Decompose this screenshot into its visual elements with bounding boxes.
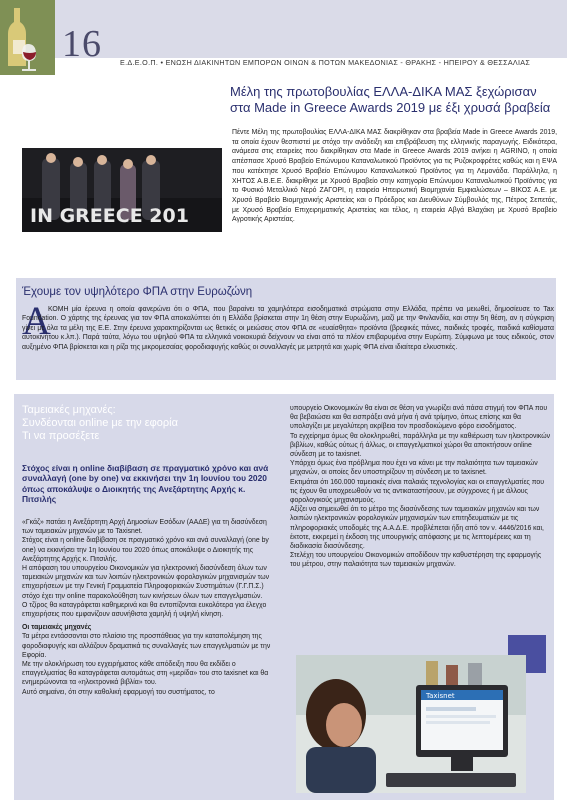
headline-line-2: Συνδέονται online με την εφορία	[22, 417, 178, 429]
page-number: 16	[62, 23, 102, 65]
article1-title: Μέλη της πρωτοβουλίας ΕΛΛΑ-ΔΙΚΑ ΜΑΣ ξεχώρισαν στα Made in Greece Awards 2019 με έξι χρυσά βραβεία	[230, 84, 551, 115]
paragraph: Στόχος είναι η online διαβίβαση σε πραγματικό χρόνο και ανά συναλλαγή (one by one) να εκκινήσει την 1η Ιουνίου του 2020 όπως αποκάλυψε ο Διοικητής της Ανεξάρτητης Αρχής κ. Πιτσιλής.	[22, 537, 269, 563]
paragraph: Στελέχη του υπουργείου Οικονομικών αποδίδουν την καθυστέρηση της εφαρμογής του μέτρου, στην παλαιότητα των ταμειακών μηχανών.	[290, 552, 542, 569]
paragraph: Αυτό σημαίνει, ότι στην καθολική εφαρμογή του συστήματος, το	[22, 688, 215, 696]
paragraph: Αξίζει να σημειωθεί ότι το μέτρο της διασύνδεσης των ταμειακών μηχανών και των λοιπών ηλεκτρονικών φορολογικών μηχανισμών των επιτηδευματιών με τις πληροφοριακές υποδομές της Α.Α.Δ.Ε. προβλέπεται ήδη από τον ν. 4446/2016 και, έκτοτε, εκκρεμεί η έκδοση της υπουργικής απόφασης με τις λεπτομέρειες και τη διαδικασία διασύνδεσης.	[290, 506, 544, 551]
paragraph: Με την ολοκλήρωση του εγχειρήματος κάθε απόδειξη που θα εκδίδει ο επαγγελματίας θα καταγράφεται αυτομάτως στη «μερίδα» του στο taxisnet και θα ενημερώνονται τα «ηλεκτρονικά βιβλία» του.	[22, 661, 269, 687]
dropcap: Α	[22, 298, 51, 343]
article2-title: Έχουμε τον υψηλότερο ΦΠΑ στην Ευρωζώνη	[22, 286, 253, 298]
subheading: Οι ταμειακές μηχανές	[22, 624, 92, 632]
paragraph: Η απόφαση του υπουργείου Οικονομικών για ηλεκτρονική διασύνδεση όλων των ταμειακών μηχανών και των λοιπών ηλεκτρονικών φορολογικών μηχανισμών των επιχειρήσεων με την Γενική Γραμματεία Πληροφοριακών Συστημάτων (Γ.Γ.Π.Σ.) στόχο έχει την online παρακολούθηση των κινήσεων όλων των επαγγελματιών.	[22, 565, 270, 600]
paragraph: υπουργείο Οικονομικών θα είναι σε θέση να γνωρίζει ανά πάσα στιγμή τον ΦΠΑ που θα βεβαιώσει και θα εισπράξει ανά μήνα ή ανά τρίμηνο, όπως επίσης και θα υπολογίζει με μεγαλύτερη ακρίβεια τον προσδοκώμενο φόρο εισοδήματος.	[290, 405, 548, 431]
organization-line: Ε.Δ.Ε.Ο.Π. • ΕΝΩΣΗ ΔΙΑΚΙΝΗΤΩΝ ΕΜΠΟΡΩΝ ΟΙΝΩΝ & ΠΟΤΩΝ ΜΑΚΕΔΟΝΙΑΣ - ΘΡΑΚΗΣ - ΗΠΕΙΡΟΥ & ΘΕΣΣΑΛΙΑΣ	[120, 58, 531, 67]
awards-ceremony-photo	[22, 148, 222, 232]
article3-left-column	[22, 518, 280, 697]
screen-brand: Taxisnet	[426, 692, 455, 700]
paragraph: Εκτιμάται ότι 160.000 ταμειακές είναι παλαιάς τεχνολογίας και οι επαγγελματίες που τις έχουν θα υποχρεωθούν να τις αντικαταστήσουν, με σύγχρονες ή με άλλους φορολογικούς μηχανισμούς.	[290, 478, 545, 505]
article3-right-column	[290, 404, 552, 570]
wine-bottle-glass-logo	[0, 0, 55, 75]
paragraph: «Γκάζ» πατάει η Ανεξάρτητη Αρχή Δημοσίων Εσόδων (ΑΑΔΕ) για τη διασύνδεση των ταμειακών μηχανών με το Taxisnet.	[22, 519, 267, 536]
paragraph: Ο τζίρος θα καταγράφεται καθημερινά και θα εντοπίζονται ευκολότερα για έλεγχο επιχειρήσεις που εμφανίζουν ασυνήθιστα χαμηλή ή υψηλή κίνηση.	[22, 601, 267, 619]
backdrop-text: IN GREECE 201	[30, 205, 189, 227]
headline-line-1: Ταμειακές μηχανές:	[22, 404, 116, 416]
headline-line-3: Τι να προσέξετε	[22, 430, 100, 442]
article3-lead: Στόχος είναι η online διαβίβαση σε πραγματικό χρόνο και ανά συναλλαγή (one by one) να εκκινήσει την 1η Ιουνίου του 2020 όπως αποκάλυψε ο Διοικητής της Ανεξάρτητης Αρχής κ. Πιτσιλής	[22, 463, 269, 505]
page-header	[0, 0, 567, 75]
paragraph: Υπάρχει όμως ένα πρόβλημα που έχει να κάνει με την παλαιότητα των ταμειακών μηχανών, οι οποίες δεν υποστηρίζουν τη σύνδεση με το taxisnet.	[290, 460, 538, 477]
paragraph: Το εγχείρημα όμως θα ολοκληρωθεί, παράλληλα με την καθιέρωση των ηλεκτρονικών βιβλίων, καθώς ούτως ή άλλως, οι επαγγελματικοί χώροι θα αποκτήσουν online σύνδεση με το taxisnet.	[290, 432, 551, 459]
article1-body: Πέντε Μέλη της πρωτοβουλίας ΕΛΛΑ-ΔΙΚΑ ΜΑΣ διακρίθηκαν στα βραβεία Made in Greece Awards 2019, τα οποία έχουν θεσπιστεί με στόχο την ανάδειξη και επιβράβευση της ελληνικής παραγωγής. Ειδικότερα, ανάμεσα στις εταιρείες που διακρίθηκαν στα Made in Greece Awards 2019 ανήκει η AGRINO, η οποία απέσπασε Χρυσό Βραβείο Επώνυμου Καταναλωτικού Προϊόντος για τις Ρυζοκροφρέτες καθώς και η ΕΨΑ που κατέκτησε Χρυσό Βραβείο Επώνυμου Καταναλωτικού Προϊόντος για τη Λεμονάδα. Παράλληλα, η ΧΗΤΟΣ Α.Β.Ε.Ε. διακρίθηκε με Χρυσό Βραβείο στην κατηγορία Επώνυμου Καταναλωτικού Προϊόντος για το Φυσικό Μεταλλικό Νερό ΖΑΓΟΡΙ, η εταιρεία Ηπειρωτική Βιομηχανία Εμφιαλώσεων – ΒΙΚΟΣ Α.Ε. με Χρυσό Βραβείο Βιομηχανικής Αριστείας και ο Πρόεδρος και Διευθύνων Σύμβουλός της, Πέτρος Σεπετάς, με Χρυσό Βραβείο Επιχειρηματικής Αριστείας και τέλος, η εταιρεία Αβγά Βλαχάκη με Χρυσό Βραβείο Αγροτικής Αριστείας.	[232, 129, 557, 224]
article2-body: ΚΟΜΗ μία έρευνα η οποία φανερώνει ότι ο ΦΠΑ, που βαραίνει τα χαμηλότερα εισοδηματικά στρώματα στην Ελλάδα, πρέπει να μειωθεί, δημοσίευσε το Tax Foundation. Ο χάρτης της έρευνας για τον ΦΠΑ αποκαλύπτει ότι η Ελλάδα βρίσκεται στην 1η θέση στην Ευρωζώνη, μαζί με την Φινλανδία, και στην 5η θέση, αν η σύγκριση γίνει με όλα τα μέλη της Ε.Ε. Στην έρευνα χαρακτηρίζονται ως θετικές οι μειώσεις στον ΦΠΑ σε «ευαίσθητα» προϊόντα (βρεφικές πάνες, παιδικές τροφές, παιδικά καθίσματα αυτοκινήτου κ.λπ.). Παρά ταύτα, λόγω του υψηλού ΦΠΑ τα ελληνικά νοικοκυριά δείχνουν να είναι από τα πλέον επιβαρυμένα στην Ευρώπη. Σύμφωνα με τους ειδικούς, στον αυξημένο ΦΠΑ βρίσκεται και η ρίζα της μικρομεσαίας φοροδιαφυγής καθώς οι συναλλαγές με μετρητά και χωρίς ΦΠΑ είναι ιδιαίτερα ελκυστικές.	[22, 306, 554, 351]
paragraph: Τα μέτρα εντάσσονται στο πλαίσιο της προσπάθειας για την καταπολέμηση της φοροδιαφυγής και αλλάζουν δραματικά τις συναλλαγές των επαγγελματιών με την Εφορία.	[22, 633, 271, 659]
header-band	[55, 0, 567, 58]
computer-office-photo	[296, 655, 526, 793]
article3-headline	[22, 404, 242, 443]
